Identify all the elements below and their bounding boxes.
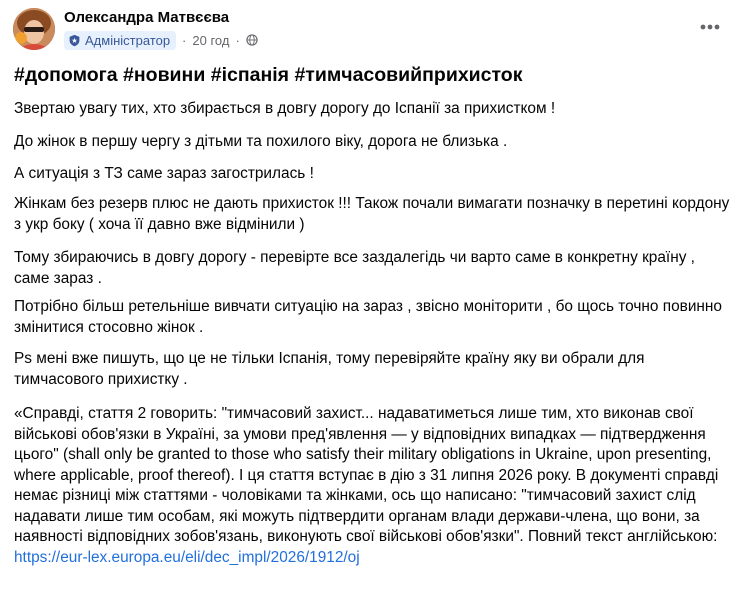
admin-badge[interactable]: [64, 31, 176, 50]
avatar-photo: [13, 8, 55, 50]
avatar[interactable]: [13, 8, 55, 50]
badge-label: Адміністратор: [85, 32, 171, 48]
quote-text: «Справді, стаття 2 говорить: "тимчасовий захист... надаватиметься лише тим, хто виконав свої військові обов'язки в Україні, за умови пред'явлення — у відповідних випадках — підтвердження цього" (shall only be granted to those who satisfy their military obligations in Ukraine, upon presenting, where applicable, proof thereof). І ця стаття вступає в дію з 31 липня 2026 року. В документі справді немає різниці між статтями - чоловіками та жінками, ось що написано: "тимчасовий захист слід надавати лише тим особам, які можуть підтвердити органам влади держави-члена, що вони, за наявності відповідних зобов'язань, виконують свої військові обов'язки". Повний текст англійською:: [14, 405, 719, 545]
eur-lex-link[interactable]: https://eur-lex.europa.eu/eli/dec_impl/2026/1912/oj: [14, 548, 360, 566]
post-paragraph: Тому збираючись в довгу дорогу - перевірте все заздалегідь чи варто саме в конкретну країну , саме зараз .: [14, 249, 695, 287]
author-name[interactable]: Олександра Матвєєва: [64, 9, 230, 26]
post-paragraph: А ситуація з ТЗ саме зараз загострилась !: [14, 165, 314, 182]
more-horizontal-icon: [700, 24, 720, 30]
post-timestamp[interactable]: 20 год: [192, 32, 230, 48]
meta-separator: ·: [235, 32, 240, 48]
post-paragraph: Звертаю увагу тих, хто збирається в довгу дорогу до Іспанії за прихистком !: [14, 100, 556, 117]
globe-icon[interactable]: [246, 34, 258, 46]
post-paragraph: До жінок в першу чергу з дітьми та похилого віку, дорога не близька .: [14, 133, 508, 150]
shield-star-icon: [68, 34, 81, 47]
post-paragraph: Ps мені вже пишуть, що це не тільки Іспанія, тому перевіряйте країну яку ви обрали для тимчасового прихистку .: [14, 350, 645, 388]
post-paragraph: Потрібно більш ретельніше вивчати ситуацію на зараз , звісно моніторити , бо щось точно повинно змінитися стосовно жінок .: [14, 298, 722, 336]
post-hashtags[interactable]: #допомога #новини #іспанія #тимчасовийприхисток: [14, 64, 523, 86]
post-paragraph-quote: [14, 404, 734, 568]
post-meta: [64, 30, 258, 50]
more-options-button[interactable]: [694, 11, 726, 43]
post-paragraph: Жінкам без резерв плюс не дають прихисток !!! Також почали вимагати позначку в перетині кордону з укр боку ( хоча її давно вже відмінили ): [14, 195, 730, 233]
meta-separator: ·: [182, 32, 187, 48]
